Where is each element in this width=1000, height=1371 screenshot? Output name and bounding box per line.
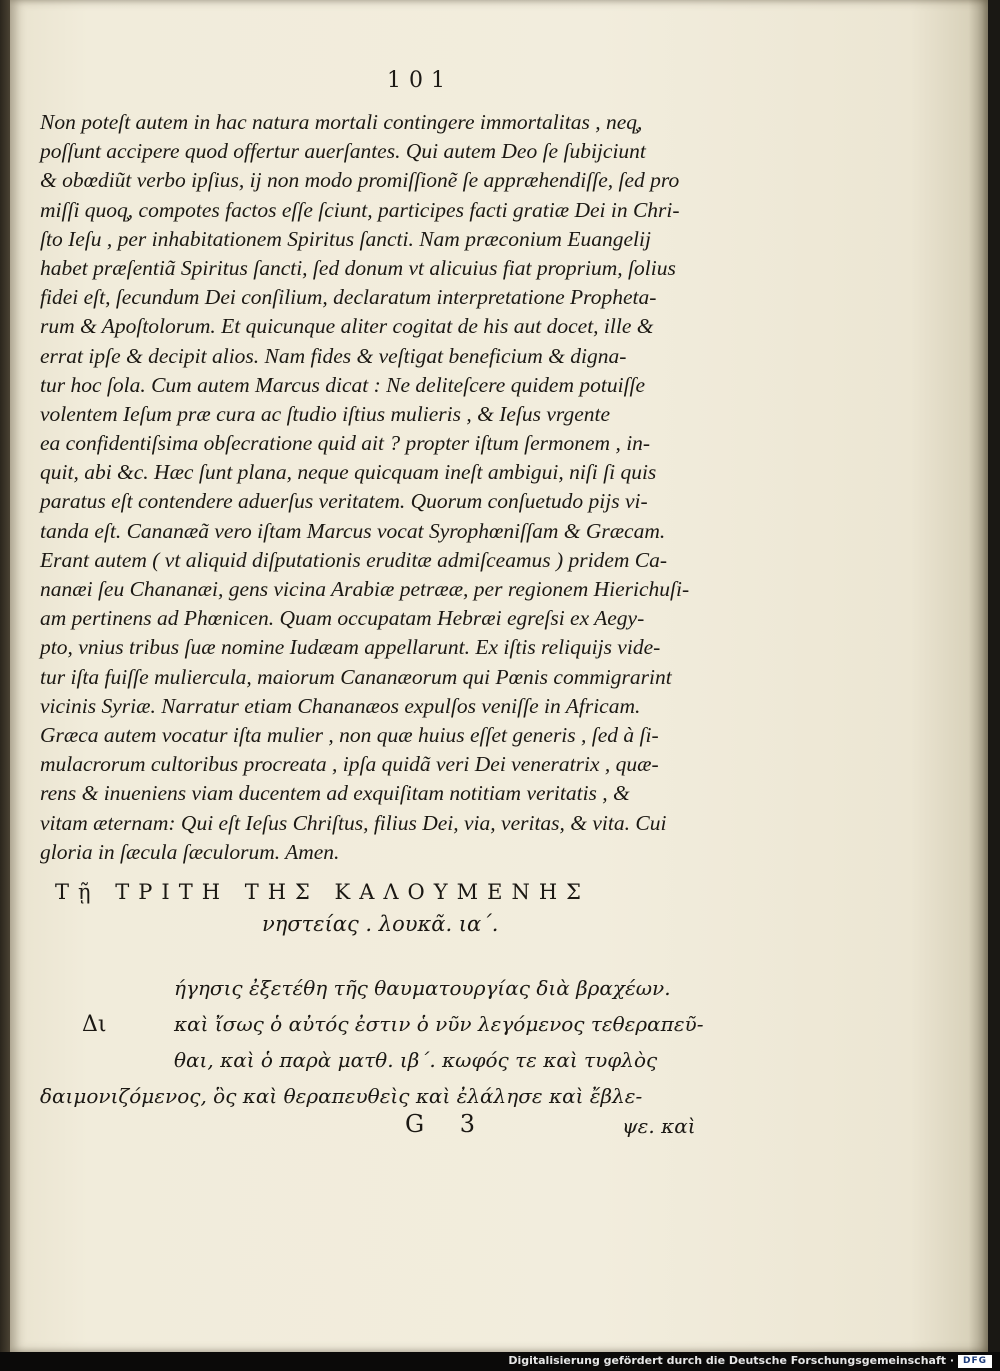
greek-text-block	[40, 970, 704, 1114]
text-line: ea confidentiſsima obſecratione quid ait ? propter iſtum ſermonem , in-	[40, 431, 651, 456]
text-line: vitam æternam: Qui eſt Ieſus Chriſtus, filius Dei, via, veritas, & vita. Cui	[40, 810, 667, 835]
greek-initial: Δι	[82, 1012, 107, 1037]
text-line: tanda eſt. Cananæã vero iſtam Marcus vocat Syrophœniſſam & Græcam.	[40, 518, 666, 543]
text-line: quit, abi &c. Hæc ſunt plana, neque quicquam ineſt ambigui, niſi ſi quis	[40, 460, 657, 485]
greek-section-subheading: νηστείας . λουκᾶ. ια΄.	[262, 912, 499, 936]
text-line: ήγησις ἐξετέθη τῆς θαυματουργίας διὰ βραχέων.	[174, 976, 671, 1000]
greek-section-heading: Τῇ ΤΡΙΤΗ ΤΗΣ ΚΑΛΟΥΜΕΝΗΣ	[55, 880, 591, 904]
dfg-logo: DFG	[958, 1355, 992, 1368]
funding-credit: Digitalisierung gefördert durch die Deutsche Forschungsgemeinschaft ·	[508, 1354, 954, 1367]
text-line: poſſunt accipere quod offertur auerſantes. Qui autem Deo ſe ſubijciunt	[40, 139, 646, 164]
text-line: tur iſta fuiſſe muliercula, maiorum Cananæorum qui Pœnis commigrarint	[40, 664, 672, 689]
text-line: gloria in ſæcula ſæculorum. Amen.	[40, 839, 340, 864]
text-line: rum & Apoſtolorum. Et quicunque aliter cogitat de his aut docet, ille &	[40, 314, 654, 339]
text-line: vicinis Syriæ. Narratur etiam Chananæos expulſos veniſſe in Africam.	[40, 693, 641, 718]
text-line: nanæi ſeu Chananæi, gens vicina Arabiæ petrææ, per regionem Hierichuſi-	[40, 577, 690, 601]
text-line: volentem Ieſum præ cura ac ſtudio iſtius mulieris , & Ieſus vrgente	[40, 401, 611, 426]
text-line: paratus eſt contendere aduerſus veritatem. Quorum conſuetudo pijs vi-	[40, 489, 648, 514]
catchword: ψε. καὶ	[622, 1114, 696, 1138]
text-line: ſto Ieſu , per inhabitationem Spiritus ſancti. Nam præconium Euangelij	[40, 226, 651, 251]
text-line: Non poteſt autem in hac natura mortali contingere immortalitas , neq̧,	[40, 110, 643, 134]
text-line: Erant autem ( vt aliquid diſputationis eruditæ admiſceamus ) pridem Ca-	[40, 547, 668, 572]
text-line: mulacrorum cultoribus procreata , ipſa quidã veri Dei veneratrix , quæ-	[40, 752, 659, 777]
text-line: καὶ ἴσως ὁ αὐτός ἐστιν ὁ νῦν λεγόμενος τεθεραπεῦ-	[174, 1012, 704, 1036]
folio-number: 101	[387, 68, 453, 93]
text-line: habet præſentiã Spiritus ſancti, ſed donum vt alicuius fiat proprium, ſolius	[40, 255, 676, 280]
text-line: rens & inueniens viam ducentem ad exquiſitam notitiam veritatis , &	[40, 781, 630, 806]
signature-mark: G 3	[405, 1110, 490, 1138]
text-line: pto, vnius tribus ſuæ nomine Iudæam appellarunt. Ex iſtis reliquijs vide-	[40, 635, 661, 660]
page-right-edge	[988, 0, 1000, 1352]
text-line: & obœdiũt verbo ipſius, ij non modo promiſſionẽ ſe appræhendiſſe, ſed pro	[40, 168, 680, 193]
latin-text-block	[40, 108, 700, 867]
text-line: δαιμονιζόμενος, ὃς καὶ θεραπευθεὶς καὶ ἐλάλησε καὶ ἔβλε-	[40, 1084, 643, 1108]
text-line: tur hoc ſola. Cum autem Marcus dicat : Ne deliteſcere quidem potuiſſe	[40, 372, 646, 397]
text-line: θαι, καὶ ὁ παρὰ ματθ. ιβ΄. κωφός τε καὶ τυφλὸς	[174, 1048, 658, 1072]
text-line: errat ipſe & decipit alios. Nam fides & veſtigat beneficium & digna-	[40, 343, 627, 368]
text-line: miſſi quoq̧, compotes factos eſſe ſciunt, participes facti gratiæ Dei in Chri-	[40, 197, 680, 222]
page-left-edge	[0, 0, 10, 1352]
text-line: Græca autem vocatur iſta mulier , non quæ huius eſſet generis , ſed à ſi-	[40, 722, 659, 747]
text-line: am pertinens ad Phœnicen. Quam occupatam Hebræi egreſsi ex Aegy-	[40, 606, 645, 631]
text-line: fidei eſt, ſecundum Dei conſilium, declaratum interpretatione Propheta-	[40, 285, 657, 310]
